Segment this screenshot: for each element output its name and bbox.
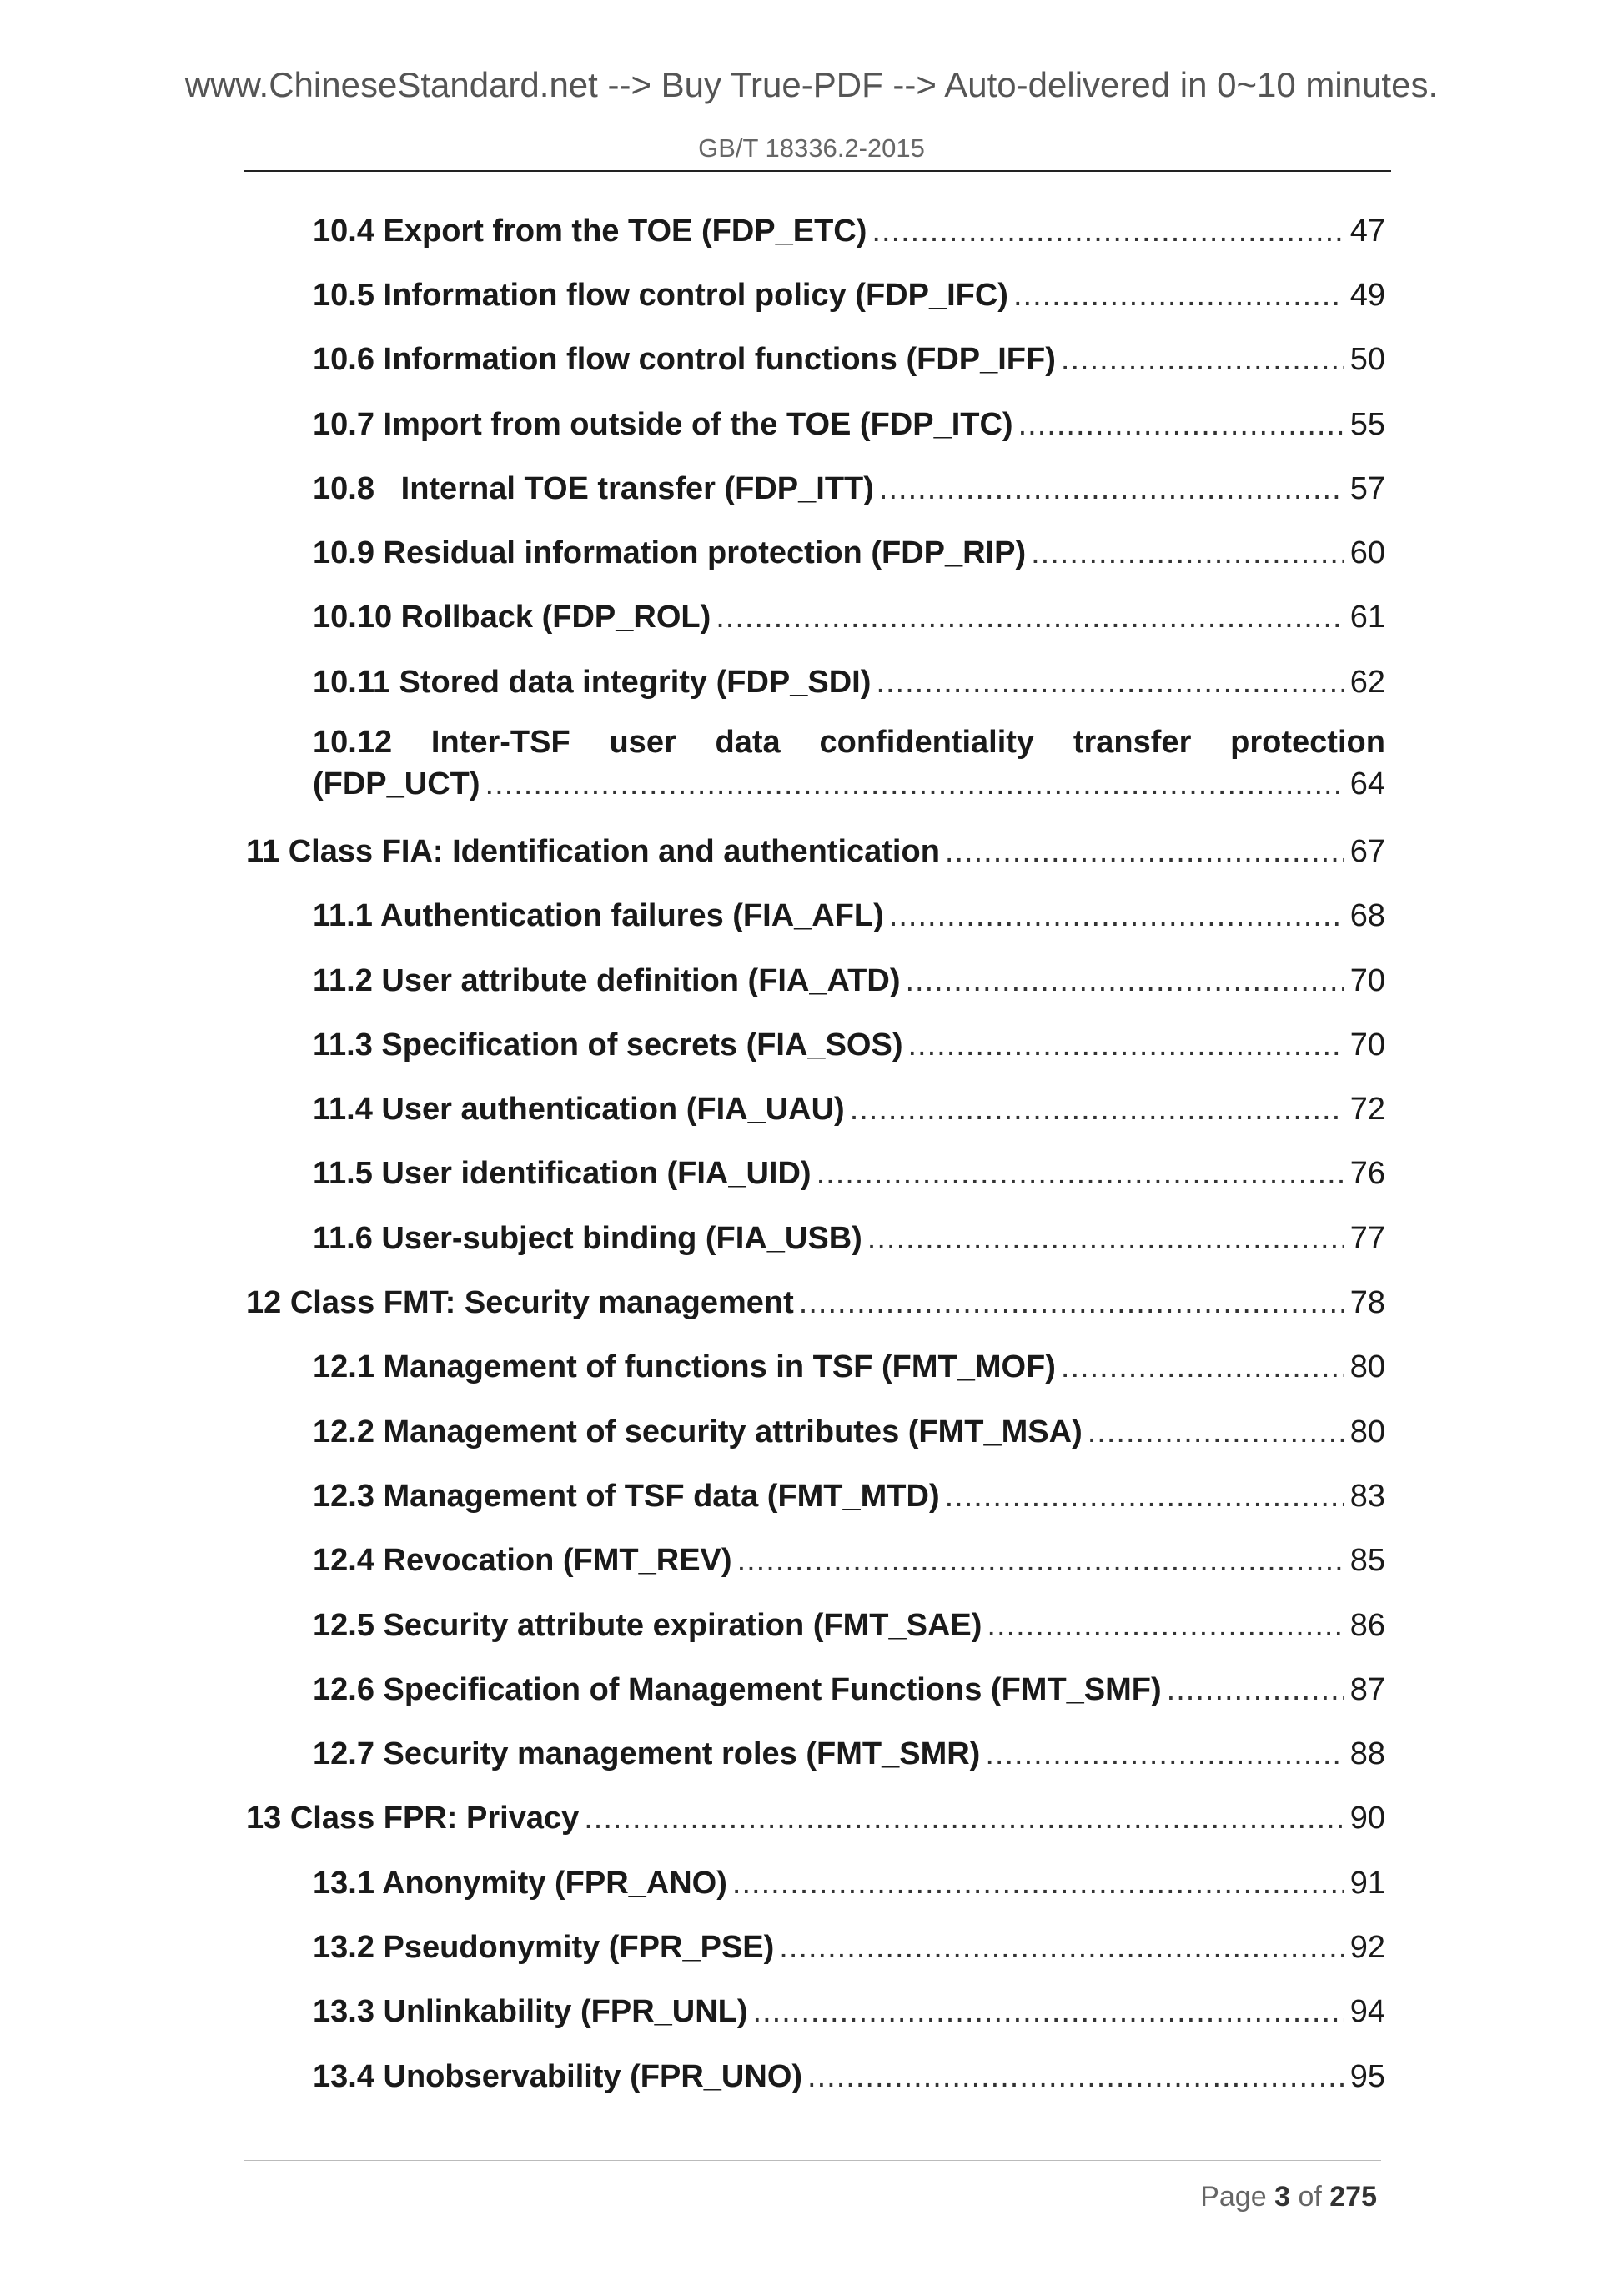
toc-entry-title: 11.1 Authentication failures (FIA_AFL) [313,898,884,934]
toc-entry[interactable] [246,314,1385,379]
toc-leader-dots [872,214,1344,250]
toc-entry-title: 12.5 Security attribute expiration (FMT_SAE) [313,1607,982,1643]
toc-entry[interactable] [246,871,1385,935]
toc-entry-title: 11.5 User identification (FIA_UID) [313,1156,812,1192]
toc-entry[interactable] [246,443,1385,507]
toc-leader-dots [867,1221,1344,1258]
toc-leader-dots [1018,407,1344,444]
toc-leader-dots [945,834,1344,871]
toc-entry[interactable] [246,1902,1385,1966]
toc-leader-dots [485,762,1344,806]
toc-entry-title: 10.6 Information flow control functions (FDP_IFF) [313,342,1056,378]
page-number-of: of [1298,2181,1322,2213]
toc-leader-dots [987,1608,1344,1645]
toc-entry[interactable] [246,1450,1385,1515]
toc-entry-page: 94 [1349,1994,1385,2030]
toc-entry-title: 13.4 Unobservability (FPR_UNO) [313,2058,803,2094]
toc-entry[interactable] [246,1128,1385,1193]
page-number-prefix: Page [1200,2181,1267,2213]
site-banner: www.ChineseStandard.net --> Buy True-PDF --> Auto-delivered in 0~10 minutes. [184,65,1439,104]
toc-entry-title: 12.1 Management of functions in TSF (FMT_MOF) [313,1349,1056,1385]
toc-entry[interactable] [246,999,1385,1063]
toc-entry-page: 90 [1349,1801,1385,1836]
toc-entry-title: (FDP_UCT) [313,766,480,802]
toc-entry-page: 88 [1349,1736,1385,1772]
toc-entry[interactable] [246,185,1385,249]
toc-leader-dots [1013,278,1344,314]
toc-leader-dots [799,1285,1344,1322]
toc-entry[interactable] [246,1580,1385,1644]
toc-entry[interactable] [246,1644,1385,1708]
toc-entry[interactable] [246,1064,1385,1128]
toc-leader-dots [1061,342,1344,379]
toc-entry-page: 92 [1349,1930,1385,1966]
toc-leader-dots [732,1866,1344,1902]
document-id: GB/T 18336.2-2015 [698,133,925,163]
toc-word: user [609,725,676,761]
toc-entry-title: 12.7 Security management roles (FMT_SMR) [313,1736,981,1772]
toc-word: transfer [1073,725,1192,761]
toc-leader-dots [817,1156,1344,1193]
toc-entry-page: 78 [1349,1285,1385,1321]
toc-entry-page: 67 [1349,833,1385,869]
toc-entry-page: 91 [1349,1865,1385,1901]
toc-entry[interactable] [246,1837,1385,1902]
page-number-current: 3 [1274,2181,1290,2213]
toc-entry-page: 55 [1349,406,1385,442]
toc-entry-page: 95 [1349,2058,1385,2094]
toc-entry-title: 12.3 Management of TSF data (FMT_MTD) [313,1478,940,1514]
toc-entry[interactable] [246,249,1385,314]
toc-word: 10.12 [313,725,393,761]
toc-leader-dots [1031,535,1344,572]
toc-entry-title-line1 [313,722,1385,762]
toc-entry[interactable] [246,1257,1385,1321]
toc-leader-dots [879,471,1344,508]
toc-word: Inter-TSF [430,725,570,761]
toc-leader-dots [907,1027,1344,1064]
toc-word: confidentiality [819,725,1035,761]
toc-entry-title: 10.11 Stored data integrity (FDP_SDI) [313,664,872,700]
toc-entry[interactable] [246,935,1385,999]
toc-entry-title: 13 Class FPR: Privacy [246,1801,580,1836]
toc-entry-page: 61 [1349,600,1385,636]
toc-entry[interactable] [246,1773,1385,1837]
toc-leader-dots [1088,1414,1344,1451]
toc-entry[interactable] [246,1515,1385,1580]
toc-entry-page: 49 [1349,277,1385,313]
toc-entry[interactable] [246,1193,1385,1257]
toc-entry-title: 10.10 Rollback (FDP_ROL) [313,600,711,636]
toc-entry-page: 83 [1349,1478,1385,1514]
toc-entry[interactable] [246,379,1385,443]
toc-leader-dots [985,1736,1344,1773]
toc-word: protection [1230,725,1385,761]
toc-entry-page: 76 [1349,1156,1385,1192]
toc-entry-title: 13.1 Anonymity (FPR_ANO) [313,1865,727,1901]
toc-entry[interactable] [246,507,1385,571]
toc-entry-page: 50 [1349,342,1385,378]
toc-entry-page: 57 [1349,470,1385,506]
toc-entry-title: 10.9 Residual information protection (FDP_RIP) [313,535,1027,571]
toc-leader-dots [876,665,1344,701]
table-of-contents [246,185,1385,2095]
toc-entry-title: 10.8 Internal TOE transfer (FDP_ITT) [313,470,874,506]
toc-entry[interactable] [246,572,1385,636]
toc-leader-dots [753,1994,1344,2031]
toc-entry-page: 85 [1349,1543,1385,1579]
toc-entry-page: 87 [1349,1671,1385,1707]
toc-entry[interactable] [246,636,1385,701]
toc-entry-title: 12.2 Management of security attributes (FMT_MSA) [313,1414,1083,1449]
toc-leader-dots [807,2059,1344,2096]
toc-entry-title: 13.3 Unlinkability (FPR_UNL) [313,1994,748,2030]
page-number [1200,2181,1377,2213]
toc-entry-title: 10.5 Information flow control policy (FDP_IFC) [313,277,1008,313]
toc-entry-title-line2 [313,762,1385,806]
toc-entry-title: 10.7 Import from outside of the TOE (FDP_ITC) [313,406,1013,442]
toc-entry-title: 12.4 Revocation (FMT_REV) [313,1543,732,1579]
toc-entry-page: 70 [1349,962,1385,998]
toc-entry-page: 64 [1349,766,1385,802]
toc-entry-title: 13.2 Pseudonymity (FPR_PSE) [313,1930,775,1966]
toc-entry[interactable] [246,806,1385,870]
toc-entry-title: 11.2 User attribute definition (FIA_ATD) [313,962,901,998]
toc-leader-dots [737,1543,1344,1580]
toc-entry-wrapped[interactable] [246,722,1385,806]
toc-entry-page: 62 [1349,664,1385,700]
toc-entry-title: 12 Class FMT: Security management [246,1285,794,1321]
toc-entry-title: 10.4 Export from the TOE (FDP_ETC) [313,213,867,249]
toc-entry-title: 11.3 Specification of secrets (FIA_SOS) [313,1027,903,1063]
toc-leader-dots [716,600,1344,636]
toc-entry-title: 11.4 User authentication (FIA_UAU) [313,1092,845,1128]
toc-entry[interactable] [246,1709,1385,1773]
toc-word: data [715,725,781,761]
toc-entry-title: 11 Class FIA: Identification and authentication [246,833,940,869]
toc-leader-dots [1167,1672,1344,1709]
toc-leader-dots [945,1479,1344,1515]
toc-entry[interactable] [246,1322,1385,1386]
toc-entry[interactable] [246,2031,1385,2095]
toc-leader-dots [584,1801,1344,1837]
toc-entry-page: 68 [1349,898,1385,934]
toc-entry-page: 72 [1349,1092,1385,1128]
toc-leader-dots [889,898,1344,935]
footer-divider [244,2160,1381,2161]
header-divider [244,170,1391,172]
toc-entry-page: 60 [1349,535,1385,571]
toc-entry-page: 70 [1349,1027,1385,1063]
toc-entry[interactable] [246,1967,1385,2031]
toc-leader-dots [850,1092,1344,1128]
toc-entry-title: 11.6 User-subject binding (FIA_USB) [313,1220,862,1256]
toc-entry-page: 80 [1349,1349,1385,1385]
toc-leader-dots [905,963,1344,1000]
toc-entry-page: 86 [1349,1607,1385,1643]
toc-entry-page: 47 [1349,213,1385,249]
toc-entry-page: 80 [1349,1414,1385,1449]
toc-entry[interactable] [246,1386,1385,1450]
toc-entry-title: 12.6 Specification of Management Functions (FMT_SMF) [313,1671,1162,1707]
toc-leader-dots [1061,1349,1344,1386]
toc-entry-page: 77 [1349,1220,1385,1256]
page-number-total: 275 [1329,2181,1377,2213]
toc-leader-dots [779,1930,1344,1967]
